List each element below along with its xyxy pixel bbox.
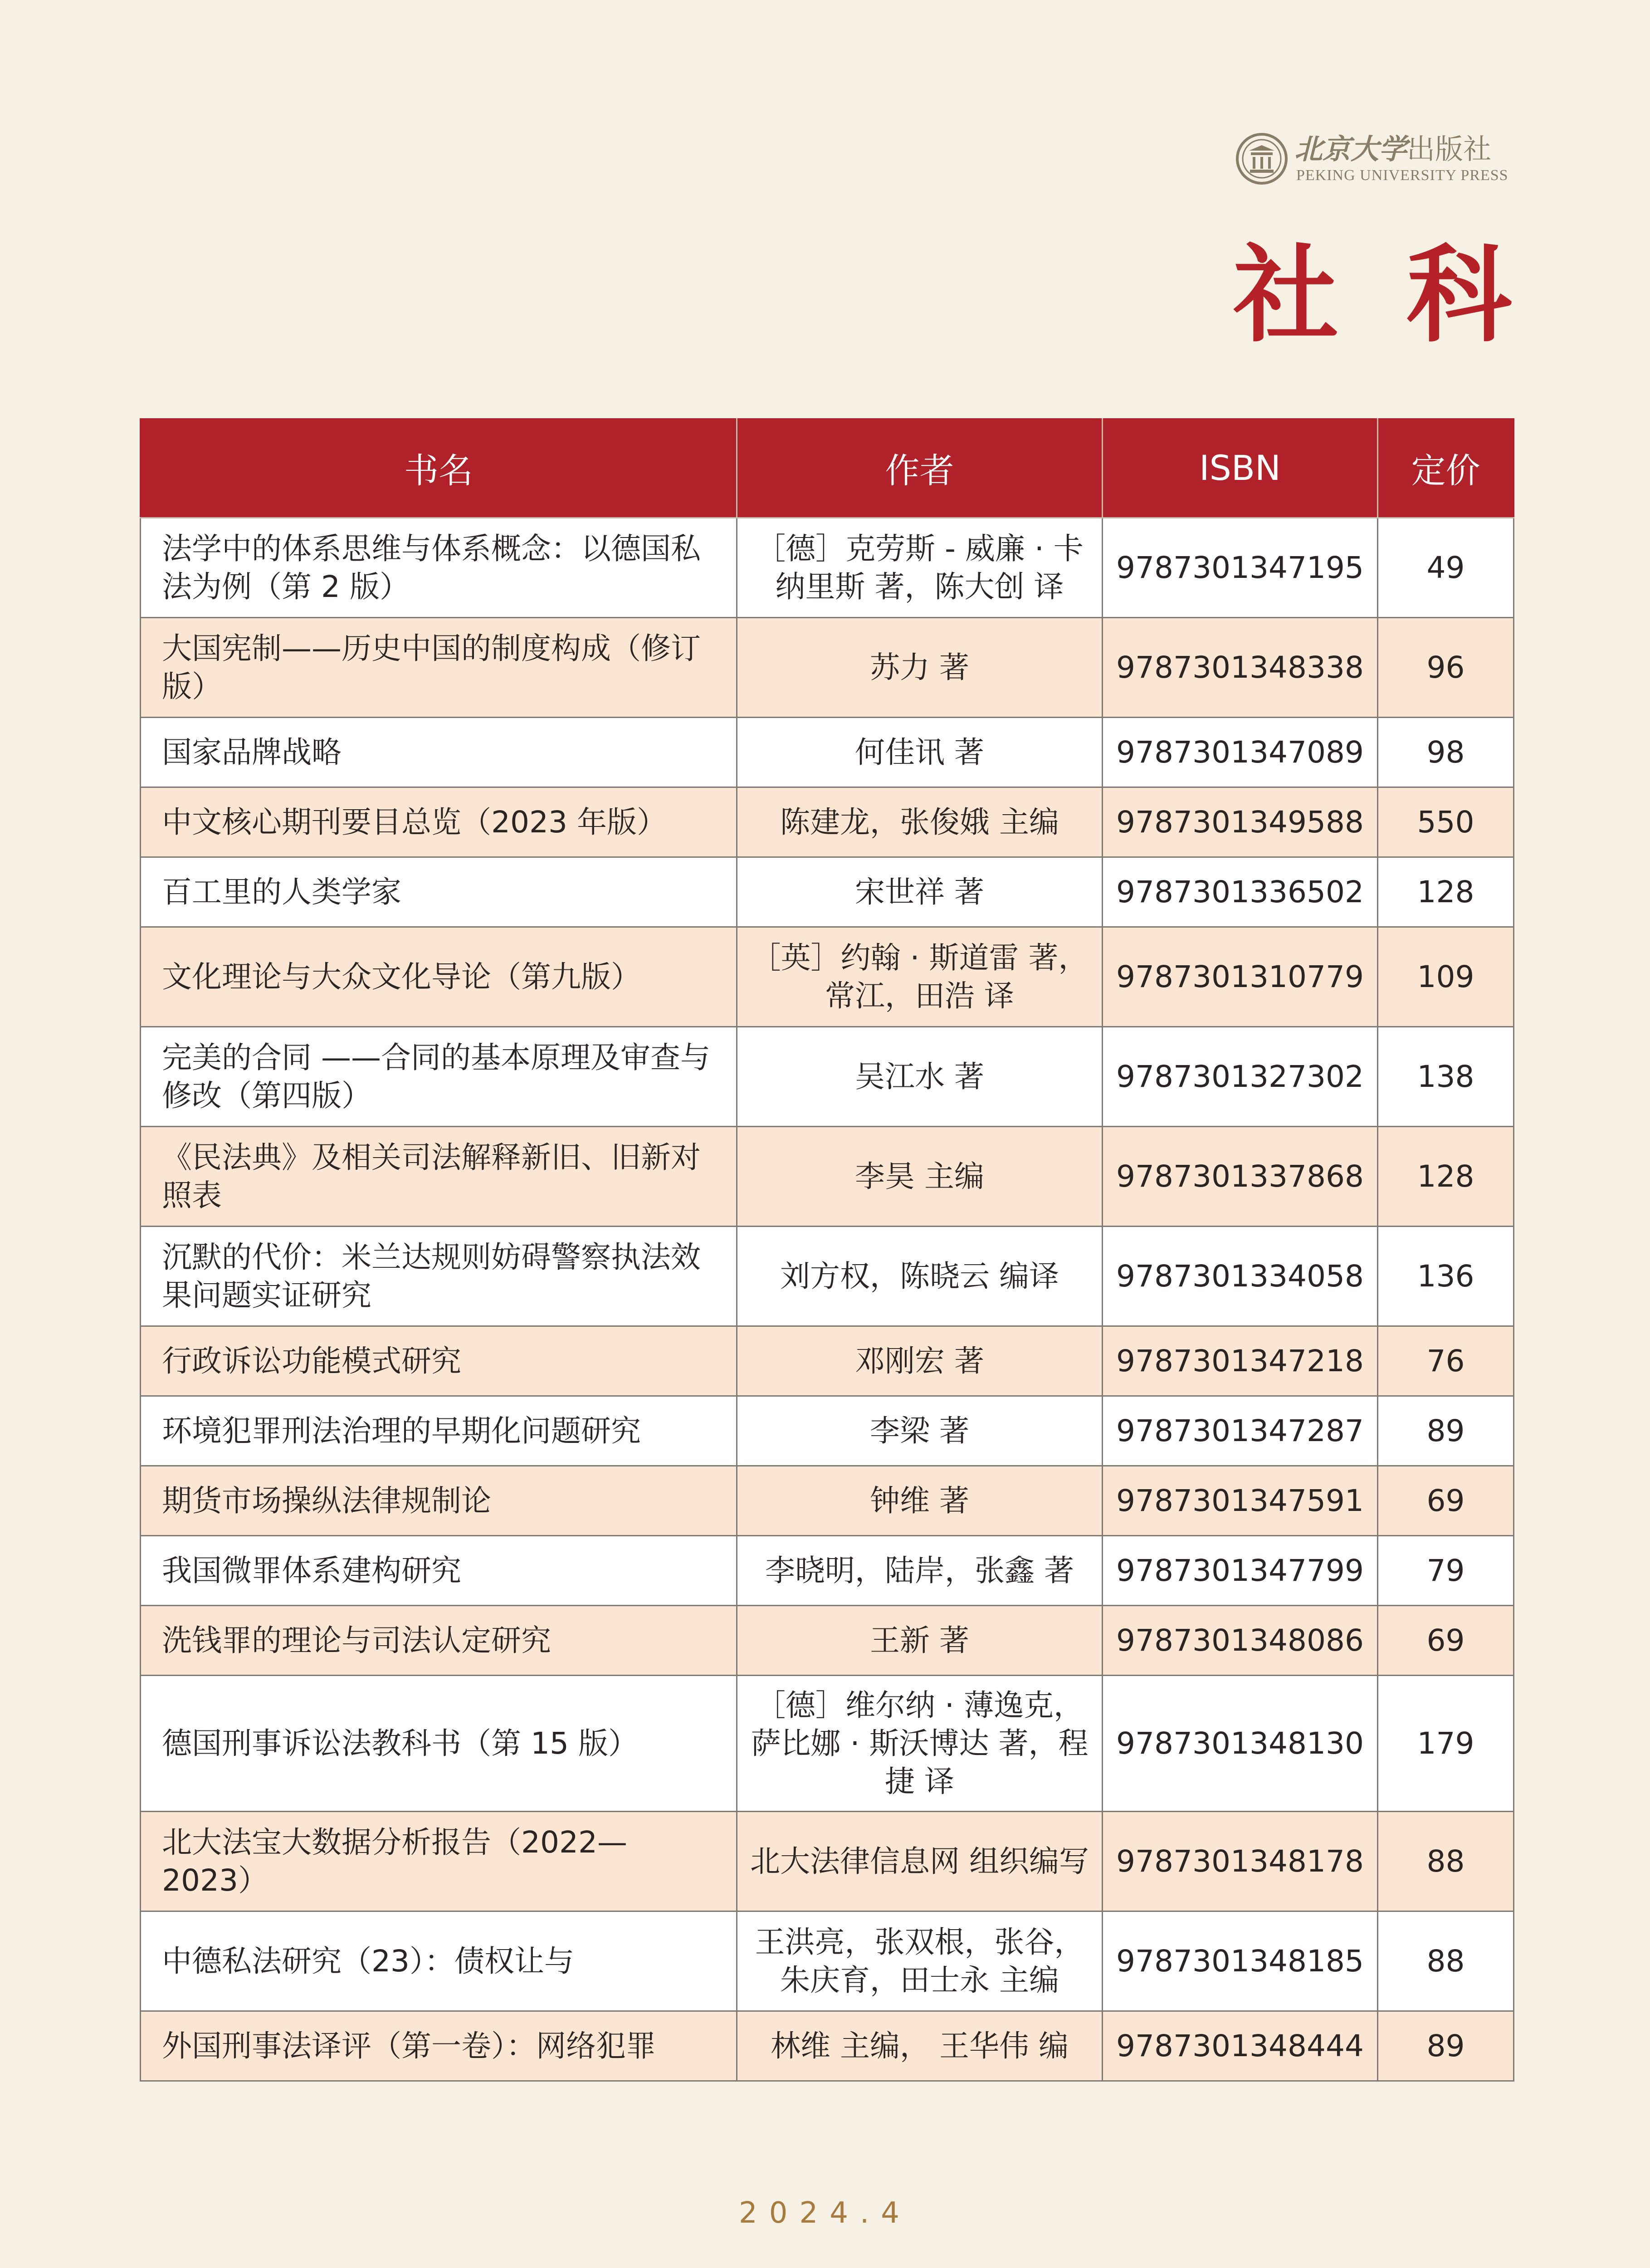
book-author: 李梁 著 [737,1396,1103,1466]
book-author: 邓刚宏 著 [737,1326,1103,1396]
book-title: 沉默的代价：米兰达规则妨碍警察执法效果问题实证研究 [141,1227,737,1326]
book-isbn: 9787301348338 [1103,618,1378,718]
book-author: 李晓明，陆岸，张鑫 著 [737,1536,1103,1606]
table-row [141,1606,1514,1676]
book-price: 49 [1378,518,1514,618]
book-price: 109 [1378,927,1514,1027]
book-price: 128 [1378,857,1514,927]
table-row [141,1127,1514,1227]
book-price: 136 [1378,1227,1514,1326]
peking-university-seal-icon [1235,132,1288,185]
book-price: 179 [1378,1676,1514,1812]
book-title: 环境犯罪刑法治理的早期化问题研究 [141,1396,737,1466]
book-isbn: 9787301347195 [1103,518,1378,618]
header-title: 书名 [141,418,737,518]
book-price: 128 [1378,1127,1514,1227]
book-isbn: 9787301348178 [1103,1812,1378,1911]
book-title: 外国刑事法译评（第一卷）：网络犯罪 [141,2011,737,2081]
table-row [141,618,1514,718]
book-author: 林维 主编， 王华伟 编 [737,2011,1103,2081]
table-row [141,1911,1514,2011]
book-author: 陈建龙，张俊娥 主编 [737,787,1103,857]
book-isbn: 9787301347799 [1103,1536,1378,1606]
book-price: 76 [1378,1326,1514,1396]
book-isbn: 9787301347591 [1103,1466,1378,1536]
table-row [141,1676,1514,1812]
book-author: 刘方权，陈晓云 编译 [737,1227,1103,1326]
book-author: ［英］约翰 · 斯道雷 著，常江，田浩 译 [737,927,1103,1027]
table-row [141,927,1514,1027]
book-isbn: 9787301348444 [1103,2011,1378,2081]
book-price: 89 [1378,1396,1514,1466]
book-price: 69 [1378,1466,1514,1536]
book-title: 北大法宝大数据分析报告（2022—2023） [141,1812,737,1911]
book-title: 《民法典》及相关司法解释新旧、旧新对照表 [141,1127,737,1227]
table-row [141,2011,1514,2081]
book-author: 苏力 著 [737,618,1103,718]
book-isbn: 9787301310779 [1103,927,1378,1027]
book-author: 李昊 主编 [737,1127,1103,1227]
book-title: 德国刑事诉讼法教科书（第 15 版） [141,1676,737,1812]
book-isbn: 9787301348185 [1103,1911,1378,2011]
book-list-table [140,418,1514,2082]
book-isbn: 9787301334058 [1103,1227,1378,1326]
book-title: 中德私法研究（23）：债权让与 [141,1911,737,2011]
issue-date: 2024.4 [739,2196,911,2230]
book-author: 王洪亮，张双根，张谷，朱庆育，田士永 主编 [737,1911,1103,2011]
book-price: 88 [1378,1911,1514,2011]
table-header-row [141,418,1514,518]
book-title: 大国宪制——历史中国的制度构成（修订版） [141,618,737,718]
book-isbn: 9787301348086 [1103,1606,1378,1676]
table-row [141,1536,1514,1606]
publisher-name-en: PEKING UNIVERSITY PRESS [1296,167,1508,184]
book-isbn: 9787301348130 [1103,1676,1378,1812]
book-isbn: 9787301336502 [1103,857,1378,927]
table-row [141,1326,1514,1396]
book-title: 中文核心期刊要目总览（2023 年版） [141,787,737,857]
book-isbn: 9787301347218 [1103,1326,1378,1396]
table-row [141,857,1514,927]
book-author: 何佳讯 著 [737,718,1103,787]
publisher-name-cn: 北京大学出版社 [1294,132,1492,166]
table-row [141,718,1514,787]
book-isbn: 9787301347287 [1103,1396,1378,1466]
book-author: 吴江水 著 [737,1027,1103,1127]
book-title: 我国微罪体系建构研究 [141,1536,737,1606]
table-row [141,518,1514,618]
table-row [141,1027,1514,1127]
book-title: 法学中的体系思维与体系概念：以德国私法为例（第 2 版） [141,518,737,618]
book-author: ［德］维尔纳 · 薄逸克，萨比娜 · 斯沃博达 著，程捷 译 [737,1676,1103,1812]
book-isbn: 9787301349588 [1103,787,1378,857]
header-author: 作者 [737,418,1103,518]
book-price: 88 [1378,1812,1514,1911]
book-isbn: 9787301347089 [1103,718,1378,787]
book-price: 89 [1378,2011,1514,2081]
table-row [141,1812,1514,1911]
book-price: 96 [1378,618,1514,718]
table-row [141,1466,1514,1536]
book-title: 完美的合同 ——合同的基本原理及审查与修改（第四版） [141,1027,737,1127]
book-author: 北大法律信息网 组织编写 [737,1812,1103,1911]
book-title: 洗钱罪的理论与司法认定研究 [141,1606,737,1676]
publisher-logo [1235,132,1517,187]
header-isbn: ISBN [1103,418,1378,518]
book-title: 行政诉讼功能模式研究 [141,1326,737,1396]
book-author: 钟维 著 [737,1466,1103,1536]
book-isbn: 9787301337868 [1103,1127,1378,1227]
table-row [141,1227,1514,1326]
header-price: 定价 [1378,418,1514,518]
book-price: 550 [1378,787,1514,857]
book-price: 79 [1378,1536,1514,1606]
book-author: 王新 著 [737,1606,1103,1676]
book-title: 国家品牌战略 [141,718,737,787]
category-title: 社科 [1233,233,1580,357]
book-title: 期货市场操纵法律规制论 [141,1466,737,1536]
book-title: 百工里的人类学家 [141,857,737,927]
book-price: 98 [1378,718,1514,787]
table-row [141,787,1514,857]
book-isbn: 9787301327302 [1103,1027,1378,1127]
book-price: 69 [1378,1606,1514,1676]
book-author: ［德］克劳斯 - 威廉 · 卡纳里斯 著，陈大创 译 [737,518,1103,618]
table-row [141,1396,1514,1466]
book-title: 文化理论与大众文化导论（第九版） [141,927,737,1027]
book-author: 宋世祥 著 [737,857,1103,927]
book-price: 138 [1378,1027,1514,1127]
